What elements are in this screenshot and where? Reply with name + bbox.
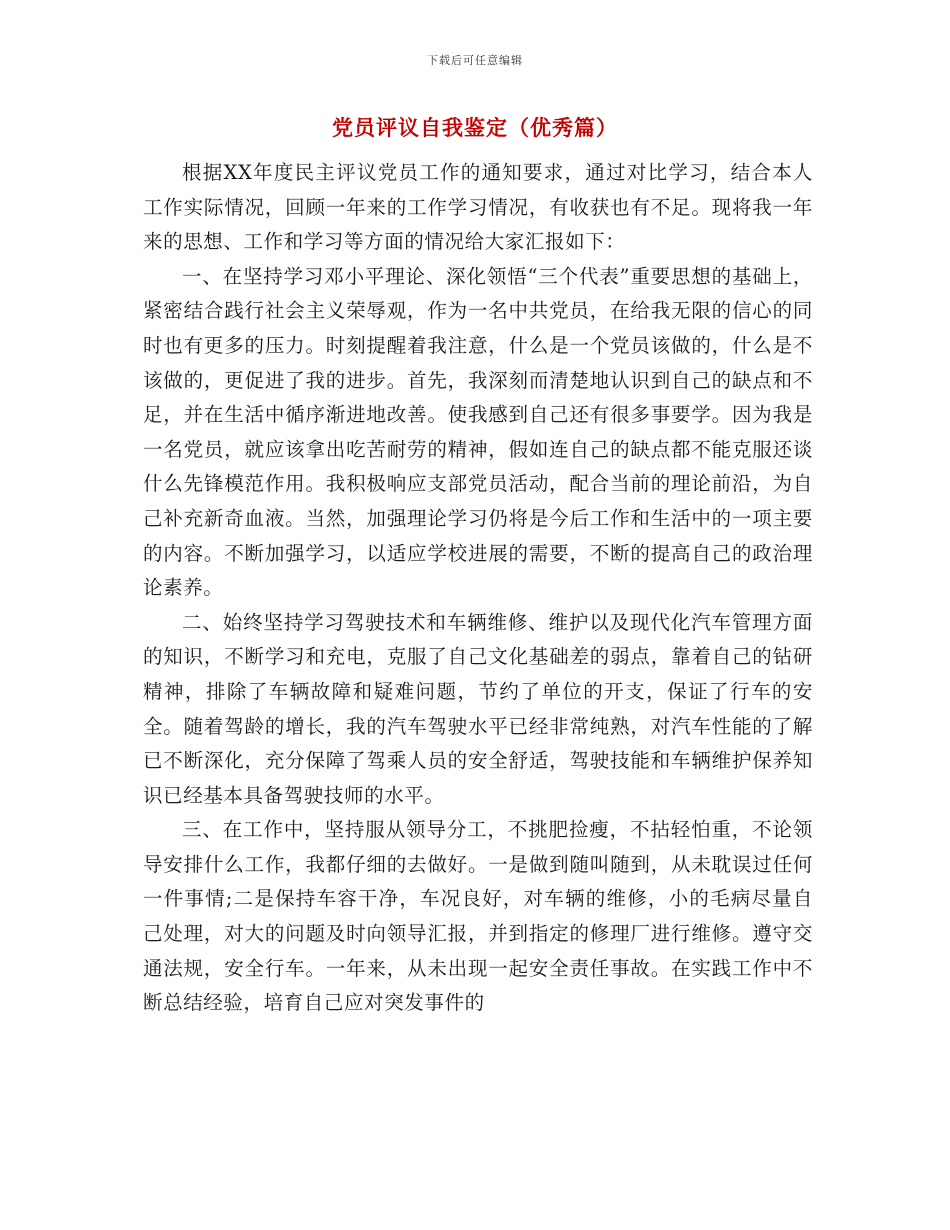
page-header-note: 下载后可任意编辑 (427, 54, 523, 67)
paragraph-section-2: 二、始终坚持学习驾驶技术和车辆维修、维护以及现代化汽车管理方面的知识，不断学习和充电，克服了自己文化基础差的弱点，靠着自己的钻研精神，排除了车辆故障和疑难问题，节约了单位的开支，保证了行车的安全。随着驾龄的增长，我的汽车驾驶水平已经非常纯熟，对汽车性能的了解已不断深化，充分保障了驾乘人员的安全舒适，驾驶技能和车辆维护保养知识已经基本具备驾驶技师的水平。 (143, 610, 813, 807)
paragraph-section-3: 三、在工作中，坚持服从领导分工，不挑肥捡瘦，不拈轻怕重，不论领导安排什么工作，我都仔细的去做好。一是做到随叫随到，从未耽误过任何一件事情;二是保持车容干净，车况良好，对车辆的维修，小的毛病尽量自己处理，对大的问题及时向领导汇报，并到指定的修理厂进行维修。遵守交通法规，安全行车。一年来，从未出现一起安全责任事故。在实践工作中不断总结经验，培育自己应对突发事件的 (143, 818, 813, 1015)
document-title: 党员评议自我鉴定（优秀篇） (332, 116, 618, 140)
paragraph-section-1: 一、在坚持学习邓小平理论、深化领悟“三个代表”重要思想的基础上，紧密结合践行社会主义荣辱观，作为一名中共党员，在给我无限的信心的同时也有更多的压力。时刻提醒着我注意，什么是一个党员该做的，什么是不该做的，更促进了我的进步。首先，我深刻而清楚地认识到自己的缺点和不足，并在生活中循序渐进地改善。使我感到自己还有很多事要学。因为我是一名党员，就应该拿出吃苦耐劳的精神，假如连自己的缺点都不能克服还谈什么先锋模范作用。我积极响应支部党员活动，配合当前的理论前沿，为自己补充新奇血液。当然，加强理论学习仍将是今后工作和生活中的一项主要的内容。不断加强学习，以适应学校进展的需要，不断的提高自己的政治理论素养。 (143, 264, 813, 600)
document-body (143, 156, 813, 1021)
paragraph-intro: 根据XX年度民主评议党员工作的通知要求，通过对比学习，结合本人工作实际情况，回顾一年来的工作学习情况，有收获也有不足。现将我一年来的思想、工作和学习等方面的情况给大家汇报如下： (143, 161, 813, 254)
